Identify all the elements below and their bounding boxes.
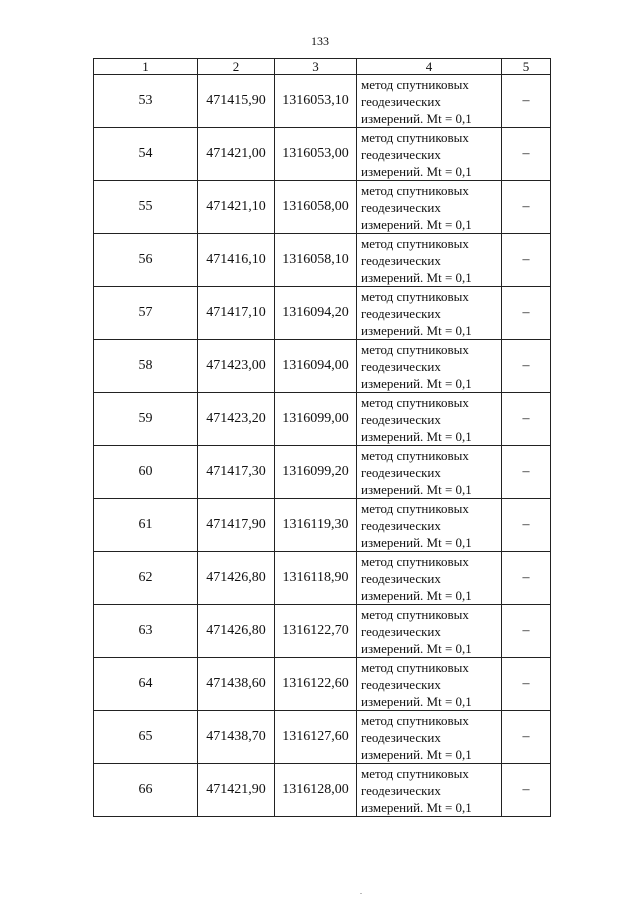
method-line: геодезических xyxy=(361,358,441,374)
method-cell xyxy=(357,128,502,181)
method-line: измерений. Mt = 0,1 xyxy=(361,587,472,603)
coordinates-table xyxy=(93,58,551,817)
column-5-cell: – xyxy=(502,181,551,234)
header-col-3: 3 xyxy=(275,59,357,75)
table-row xyxy=(94,552,551,605)
scan-speck xyxy=(360,893,362,894)
x-coordinate-cell: 471415,90 xyxy=(198,75,275,128)
page-number: 133 xyxy=(311,34,329,48)
point-number-cell: 65 xyxy=(94,711,198,764)
column-5-cell: – xyxy=(502,764,551,817)
method-line: метод спутниковых xyxy=(361,765,469,781)
column-5-cell: – xyxy=(502,393,551,446)
y-coordinate-cell: 1316053,00 xyxy=(275,128,357,181)
point-number-cell: 66 xyxy=(94,764,198,817)
method-cell xyxy=(357,181,502,234)
method-line: измерений. Mt = 0,1 xyxy=(361,110,472,126)
method-line: метод спутниковых xyxy=(361,447,469,463)
header-row xyxy=(94,59,551,75)
method-line: измерений. Mt = 0,1 xyxy=(361,693,472,709)
method-line: измерений. Mt = 0,1 xyxy=(361,428,472,444)
method-line: метод спутниковых xyxy=(361,235,469,251)
method-line: измерений. Mt = 0,1 xyxy=(361,322,472,338)
method-cell xyxy=(357,234,502,287)
method-cell xyxy=(357,75,502,128)
method-line: метод спутниковых xyxy=(361,182,469,198)
table-row xyxy=(94,75,551,128)
point-number-cell: 54 xyxy=(94,128,198,181)
y-coordinate-cell: 1316094,20 xyxy=(275,287,357,340)
column-5-cell: – xyxy=(502,287,551,340)
y-coordinate-cell: 1316058,10 xyxy=(275,234,357,287)
y-coordinate-cell: 1316053,10 xyxy=(275,75,357,128)
column-5-cell: – xyxy=(502,340,551,393)
y-coordinate-cell: 1316058,00 xyxy=(275,181,357,234)
method-cell xyxy=(357,340,502,393)
method-line: геодезических xyxy=(361,729,441,745)
table-row xyxy=(94,711,551,764)
table-row xyxy=(94,658,551,711)
x-coordinate-cell: 471417,10 xyxy=(198,287,275,340)
method-cell xyxy=(357,711,502,764)
x-coordinate-cell: 471417,90 xyxy=(198,499,275,552)
y-coordinate-cell: 1316119,30 xyxy=(275,499,357,552)
method-line: измерений. Mt = 0,1 xyxy=(361,375,472,391)
method-cell xyxy=(357,552,502,605)
point-number-cell: 59 xyxy=(94,393,198,446)
point-number-cell: 61 xyxy=(94,499,198,552)
method-cell xyxy=(357,287,502,340)
column-5-cell: – xyxy=(502,658,551,711)
header-col-1: 1 xyxy=(94,59,198,75)
method-line: метод спутниковых xyxy=(361,712,469,728)
method-line: геодезических xyxy=(361,252,441,268)
header-col-4: 4 xyxy=(357,59,502,75)
table-body xyxy=(94,75,551,817)
method-line: геодезических xyxy=(361,146,441,162)
method-line: измерений. Mt = 0,1 xyxy=(361,746,472,762)
column-5-cell: – xyxy=(502,552,551,605)
method-line: геодезических xyxy=(361,623,441,639)
point-number-cell: 53 xyxy=(94,75,198,128)
method-line: геодезических xyxy=(361,199,441,215)
x-coordinate-cell: 471423,00 xyxy=(198,340,275,393)
table-row xyxy=(94,287,551,340)
y-coordinate-cell: 1316094,00 xyxy=(275,340,357,393)
y-coordinate-cell: 1316127,60 xyxy=(275,711,357,764)
method-cell xyxy=(357,764,502,817)
method-cell xyxy=(357,446,502,499)
point-number-cell: 63 xyxy=(94,605,198,658)
method-line: метод спутниковых xyxy=(361,288,469,304)
method-line: метод спутниковых xyxy=(361,341,469,357)
table-row xyxy=(94,446,551,499)
y-coordinate-cell: 1316122,70 xyxy=(275,605,357,658)
table-row xyxy=(94,605,551,658)
method-line: измерений. Mt = 0,1 xyxy=(361,269,472,285)
method-cell xyxy=(357,499,502,552)
method-line: геодезических xyxy=(361,305,441,321)
x-coordinate-cell: 471426,80 xyxy=(198,552,275,605)
table-row xyxy=(94,234,551,287)
method-line: геодезических xyxy=(361,782,441,798)
y-coordinate-cell: 1316128,00 xyxy=(275,764,357,817)
column-5-cell: – xyxy=(502,711,551,764)
column-5-cell: – xyxy=(502,75,551,128)
method-line: геодезических xyxy=(361,93,441,109)
method-line: геодезических xyxy=(361,411,441,427)
method-cell xyxy=(357,393,502,446)
point-number-cell: 62 xyxy=(94,552,198,605)
method-line: метод спутниковых xyxy=(361,606,469,622)
method-line: метод спутниковых xyxy=(361,500,469,516)
method-line: измерений. Mt = 0,1 xyxy=(361,481,472,497)
y-coordinate-cell: 1316118,90 xyxy=(275,552,357,605)
method-line: метод спутниковых xyxy=(361,553,469,569)
x-coordinate-cell: 471421,10 xyxy=(198,181,275,234)
method-cell xyxy=(357,658,502,711)
method-line: геодезических xyxy=(361,570,441,586)
header-col-5: 5 xyxy=(502,59,551,75)
x-coordinate-cell: 471421,90 xyxy=(198,764,275,817)
point-number-cell: 57 xyxy=(94,287,198,340)
column-5-cell: – xyxy=(502,499,551,552)
column-5-cell: – xyxy=(502,446,551,499)
method-cell xyxy=(357,605,502,658)
method-line: метод спутниковых xyxy=(361,76,469,92)
method-line: измерений. Mt = 0,1 xyxy=(361,640,472,656)
table-row xyxy=(94,393,551,446)
point-number-cell: 60 xyxy=(94,446,198,499)
x-coordinate-cell: 471421,00 xyxy=(198,128,275,181)
header-col-2: 2 xyxy=(198,59,275,75)
method-line: геодезических xyxy=(361,464,441,480)
method-line: метод спутниковых xyxy=(361,394,469,410)
y-coordinate-cell: 1316122,60 xyxy=(275,658,357,711)
point-number-cell: 56 xyxy=(94,234,198,287)
table-row xyxy=(94,128,551,181)
point-number-cell: 58 xyxy=(94,340,198,393)
method-line: метод спутниковых xyxy=(361,659,469,675)
table-row xyxy=(94,181,551,234)
x-coordinate-cell: 471416,10 xyxy=(198,234,275,287)
method-line: геодезических xyxy=(361,517,441,533)
method-line: измерений. Mt = 0,1 xyxy=(361,163,472,179)
method-line: геодезических xyxy=(361,676,441,692)
method-line: измерений. Mt = 0,1 xyxy=(361,534,472,550)
x-coordinate-cell: 471438,70 xyxy=(198,711,275,764)
x-coordinate-cell: 471426,80 xyxy=(198,605,275,658)
point-number-cell: 55 xyxy=(94,181,198,234)
x-coordinate-cell: 471423,20 xyxy=(198,393,275,446)
method-line: измерений. Mt = 0,1 xyxy=(361,216,472,232)
y-coordinate-cell: 1316099,00 xyxy=(275,393,357,446)
table-row xyxy=(94,340,551,393)
table-row xyxy=(94,499,551,552)
table-row xyxy=(94,764,551,817)
x-coordinate-cell: 471417,30 xyxy=(198,446,275,499)
column-5-cell: – xyxy=(502,605,551,658)
column-5-cell: – xyxy=(502,234,551,287)
x-coordinate-cell: 471438,60 xyxy=(198,658,275,711)
method-line: измерений. Mt = 0,1 xyxy=(361,799,472,815)
y-coordinate-cell: 1316099,20 xyxy=(275,446,357,499)
point-number-cell: 64 xyxy=(94,658,198,711)
table-header xyxy=(94,59,551,75)
method-line: метод спутниковых xyxy=(361,129,469,145)
column-5-cell: – xyxy=(502,128,551,181)
